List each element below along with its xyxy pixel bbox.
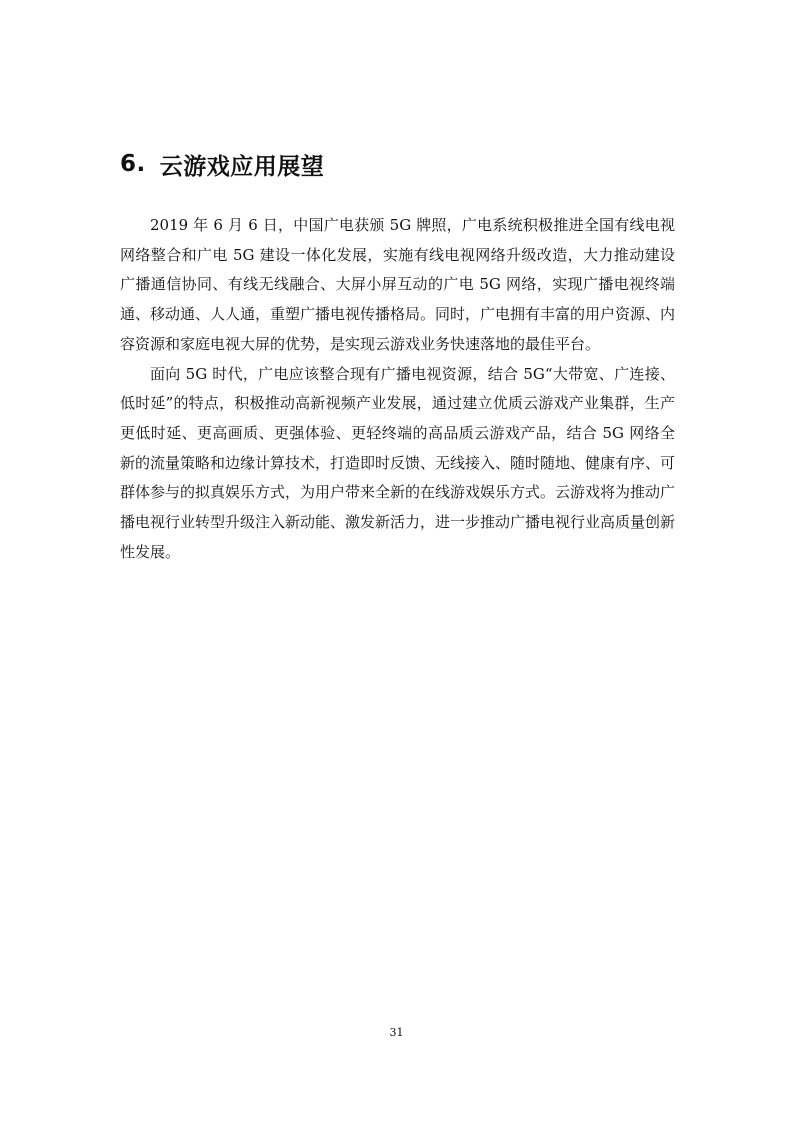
page-number: 31 (389, 1026, 404, 1039)
body-text (120, 211, 675, 567)
paragraph-1: 2019 年 6 月 6 日，中国广电获颁 5G 牌照，广电系统积极推进全国有线电视网络整合和广电 5G 建设一体化发展，实施有线电视网络升级改造，大力推动建设广播通信协同、有线无线融合、大屏小屏互动的广电 5G 网络，实现广播电视终端通、移动通、人人通，重塑广播电视传播格局。同时，广电拥有丰富的用户资源、内容资源和家庭电视大屏的优势，是实现云游戏业务快速落地的最佳平台。 (120, 216, 676, 353)
paragraph-2: 面向 5G 时代，广电应该整合现有广播电视资源，结合 5G“大带宽、广连接、低时延”的特点，积极推动高新视频产业发展，通过建立优质云游戏产业集群，生产更低时延、更高画质、更强体验、更轻终端的高品质云游戏产品，结合 5G 网络全新的流量策略和边缘计算技术，打造即时反馈、无线接入、随时随地、健康有序、可群体参与的拟真娱乐方式，为用户带来全新的在线游戏娱乐方式。云游戏将为推动广播电视行业转型升级注入新动能、激发新活力，进一步推动广播电视行业高质量创新性发展。 (120, 364, 676, 561)
section-number: 6. (120, 151, 146, 177)
section-heading (120, 146, 324, 182)
section-title: 云游戏应用展望 (159, 153, 325, 180)
